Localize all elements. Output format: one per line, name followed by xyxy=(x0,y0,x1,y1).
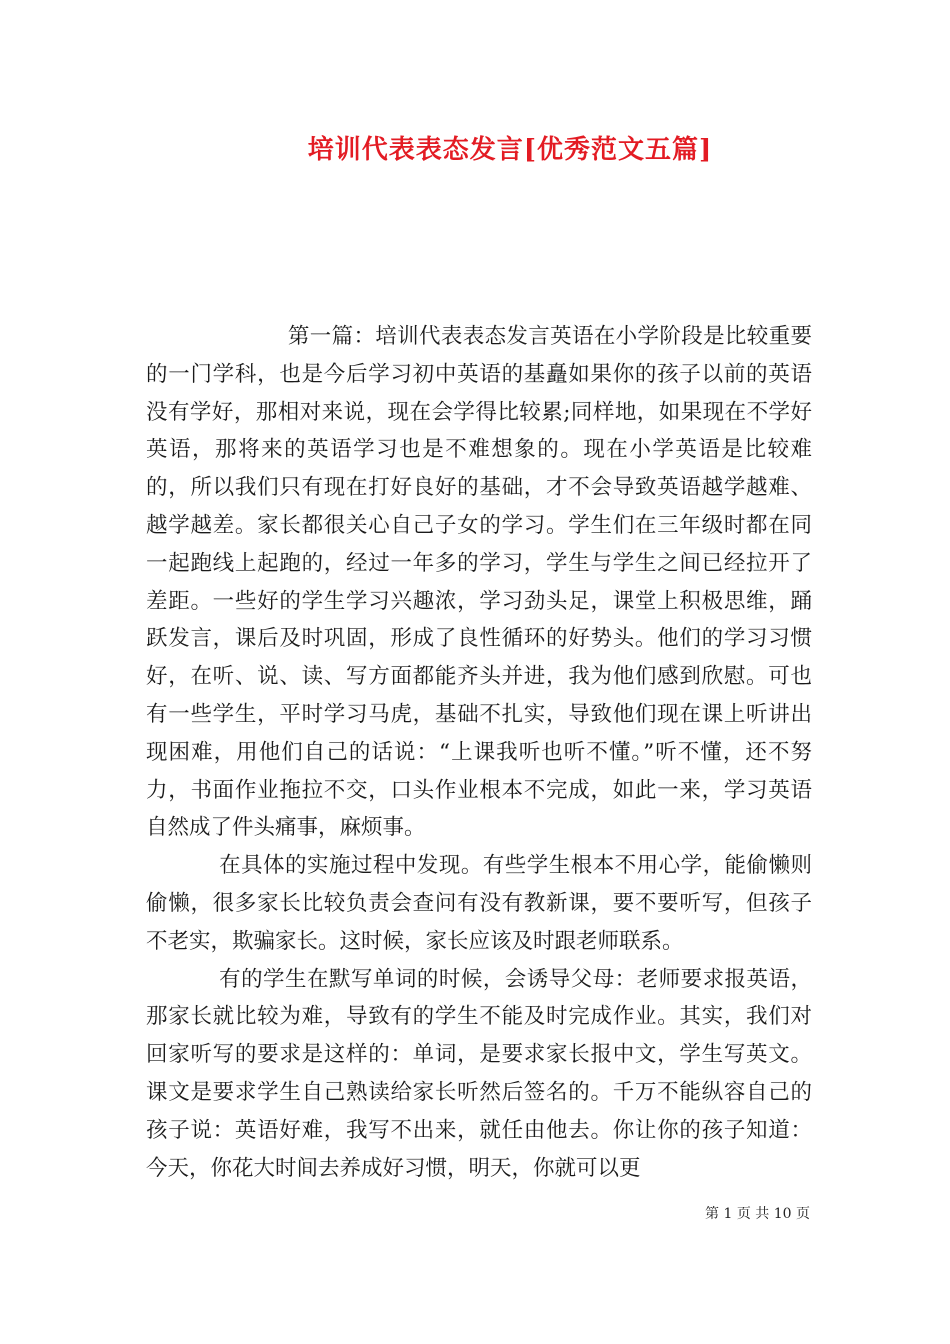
paragraph-3: 有的学生在默写单词的时候，会诱导父母：老师要求报英语，那家长就比较为难，导致有的学生不能及时完成作业。其实，我们对回家听写的要求是这样的：单词，是要求家长报中文，学生写英文。课文是要求学生自己熟读给家长听然后签名的。千万不能纵容自己的孩子说：英语好难，我写不出来，就任由他去。你让你的孩子知道：今天，你花大时间去养成好习惯，明天，你就可以更 xyxy=(146,966,812,1181)
document-title: 培训代表表态发言[优秀范文五篇] xyxy=(307,135,713,165)
document-body xyxy=(146,318,812,1187)
page-number-footer: 第 1 页 共 10 页 xyxy=(705,1206,810,1222)
paragraph-2: 在具体的实施过程中发现。有些学生根本不用心学，能偷懒则偷懒，很多家长比较负责会查问有没有教新课，要不要听写，但孩子不老实，欺骗家长。这时候，家长应该及时跟老师联系。 xyxy=(146,853,812,954)
paragraph-1: 第一篇：培训代表表态发言英语在小学阶段是比较重要的一门学科，也是今后学习初中英语的基矗如果你的孩子以前的英语没有学好，那相对来说，现在会学得比较累;同样地，如果现在不学好英语，那将来的英语学习也是不难想象的。现在小学英语是比较难的，所以我们只有现在打好良好的基础，才不会导致英语越学越难、越学越差。家长都很关心自己子女的学习。学生们在三年级时都在同一起跑线上起跑的，经过一年多的学习，学生与学生之间已经拉开了差距。一些好的学生学习兴趣浓，学习劲头足，课堂上积极思维，踊跃发言，课后及时巩固，形成了良性循环的好势头。他们的学习习惯好，在听、说、读、写方面都能齐头并进，我为他们感到欣慰。可也有一些学生，平时学习马虎，基础不扎实，导致他们现在课上听讲出现困难，用他们自己的话说：“上课我听也听不懂。”听不懂，还不努力，书面作业拖拉不交，口头作业根本不完成，如此一来，学习英语自然成了件头痛事，麻烦事。 xyxy=(146,324,812,841)
